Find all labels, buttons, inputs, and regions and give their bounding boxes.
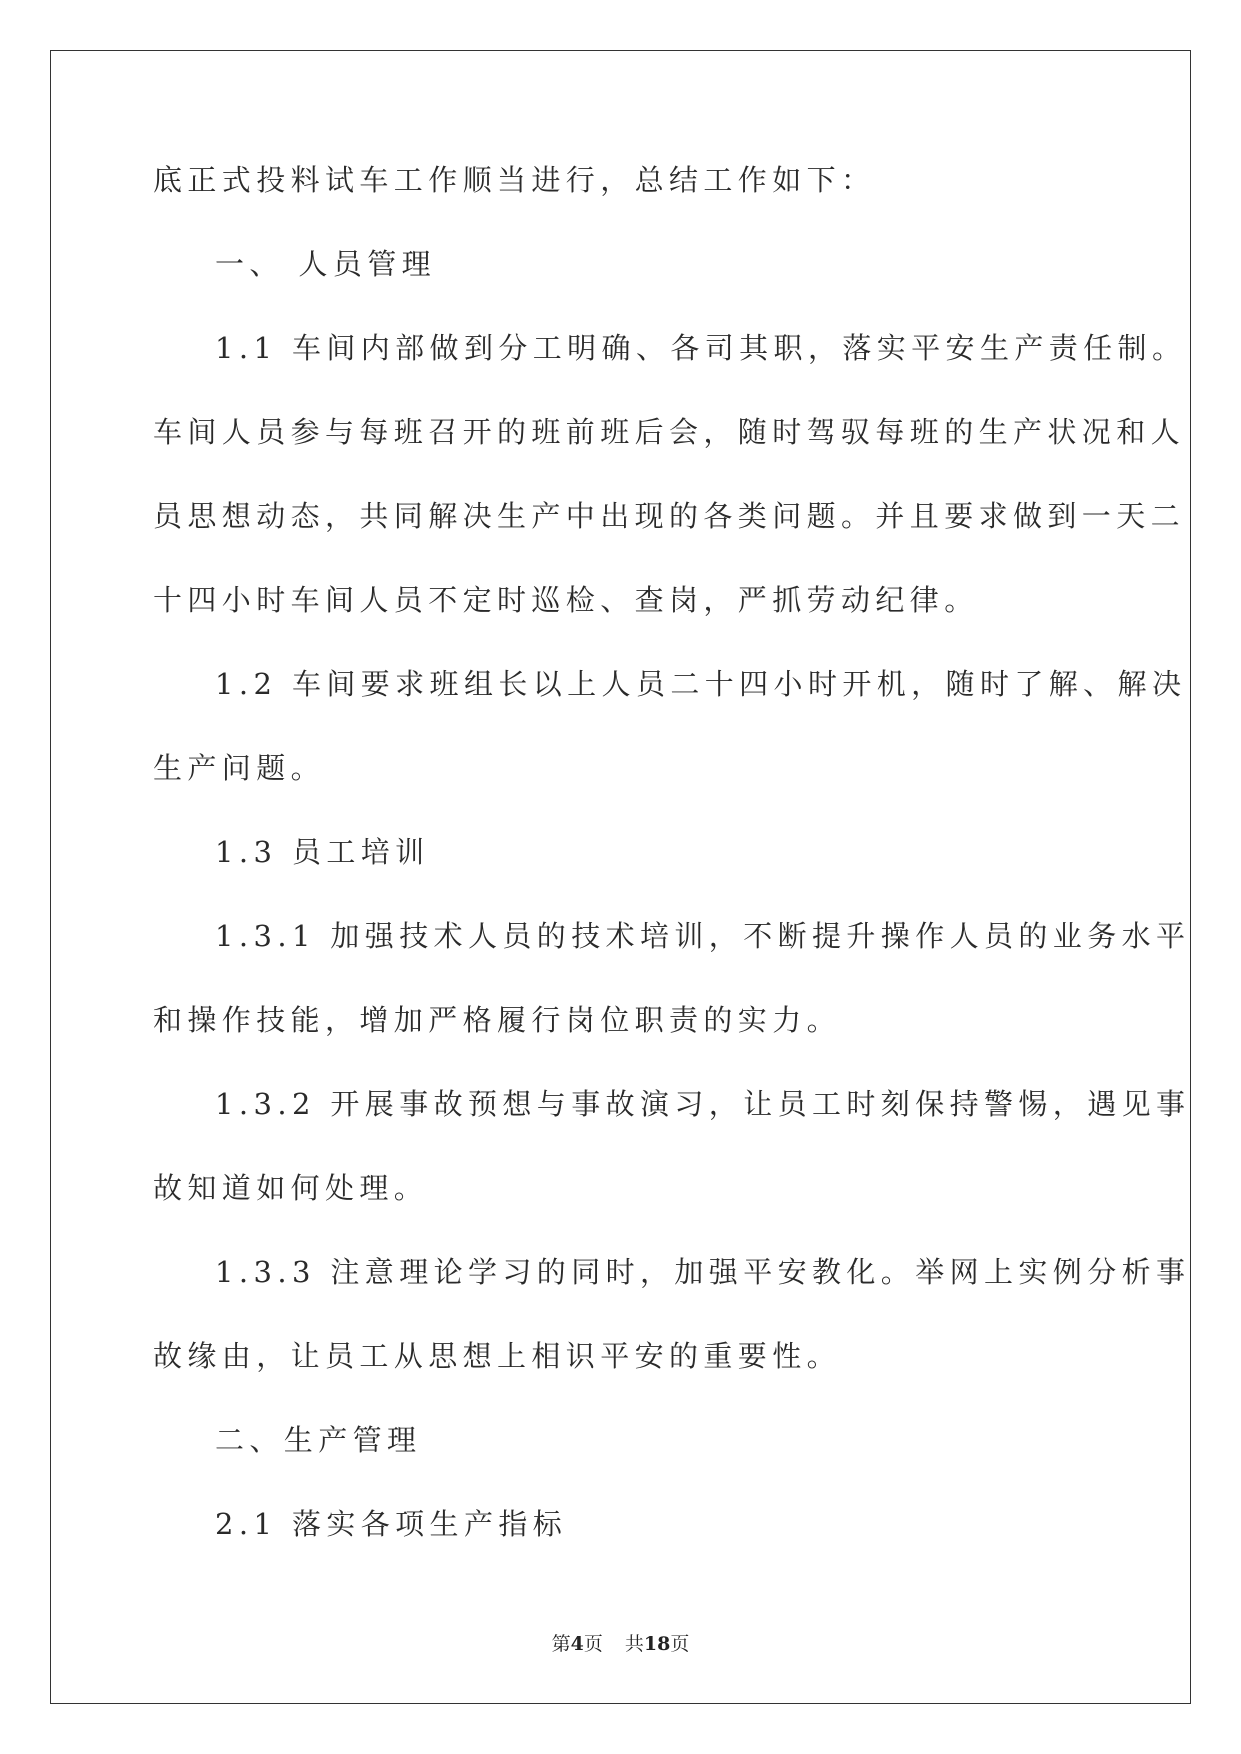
document-body xyxy=(153,162,1191,1590)
text-line: 十四小时车间人员不定时巡检、查岗，严抓劳动纪律。 xyxy=(153,583,979,617)
text-line: 1.3.1 加强技术人员的技术培训，不断提升操作人员的业务水平 xyxy=(215,919,1191,953)
page-prefix: 第 xyxy=(551,1633,571,1655)
text-line: 1.2 车间要求班组长以上人员二十四小时开机，随时了解、解决 xyxy=(215,667,1187,701)
text-line: 1.1 车间内部做到分工明确、各司其职，落实平安生产责任制。 xyxy=(215,331,1187,365)
total-suffix: 页 xyxy=(670,1633,690,1655)
text-line: 车间人员参与每班召开的班前班后会，随时驾驭每班的生产状况和人 xyxy=(153,415,1186,449)
total-pages: 18 xyxy=(643,1633,671,1655)
subsection-heading: 1.3 员工培训 xyxy=(215,835,430,869)
text-line: 故缘由，让员工从思想上相识平安的重要性。 xyxy=(153,1339,842,1373)
section-heading: 二、生产管理 xyxy=(215,1423,422,1457)
subsection-heading: 2.1 落实各项生产指标 xyxy=(215,1507,568,1541)
text-line: 故知道如何处理。 xyxy=(153,1171,429,1205)
text-line: 底正式投料试车工作顺当进行，总结工作如下： xyxy=(153,163,876,197)
text-line: 生产问题。 xyxy=(153,751,326,785)
text-line: 1.3.2 开展事故预想与事故演习，让员工时刻保持警惕，遇见事 xyxy=(215,1087,1191,1121)
section-heading: 一、 人员管理 xyxy=(215,247,437,281)
text-line: 1.3.3 注意理论学习的同时，加强平安教化。举网上实例分析事 xyxy=(215,1255,1191,1289)
text-line: 和操作技能，增加严格履行岗位职责的实力。 xyxy=(153,1003,842,1037)
text-line: 员思想动态，共同解决生产中出现的各类问题。并且要求做到一天二 xyxy=(153,499,1186,533)
page-footer xyxy=(0,1629,1241,1656)
total-prefix: 共 xyxy=(624,1633,644,1655)
page-number: 4 xyxy=(570,1633,584,1655)
page-suffix: 页 xyxy=(583,1633,603,1655)
